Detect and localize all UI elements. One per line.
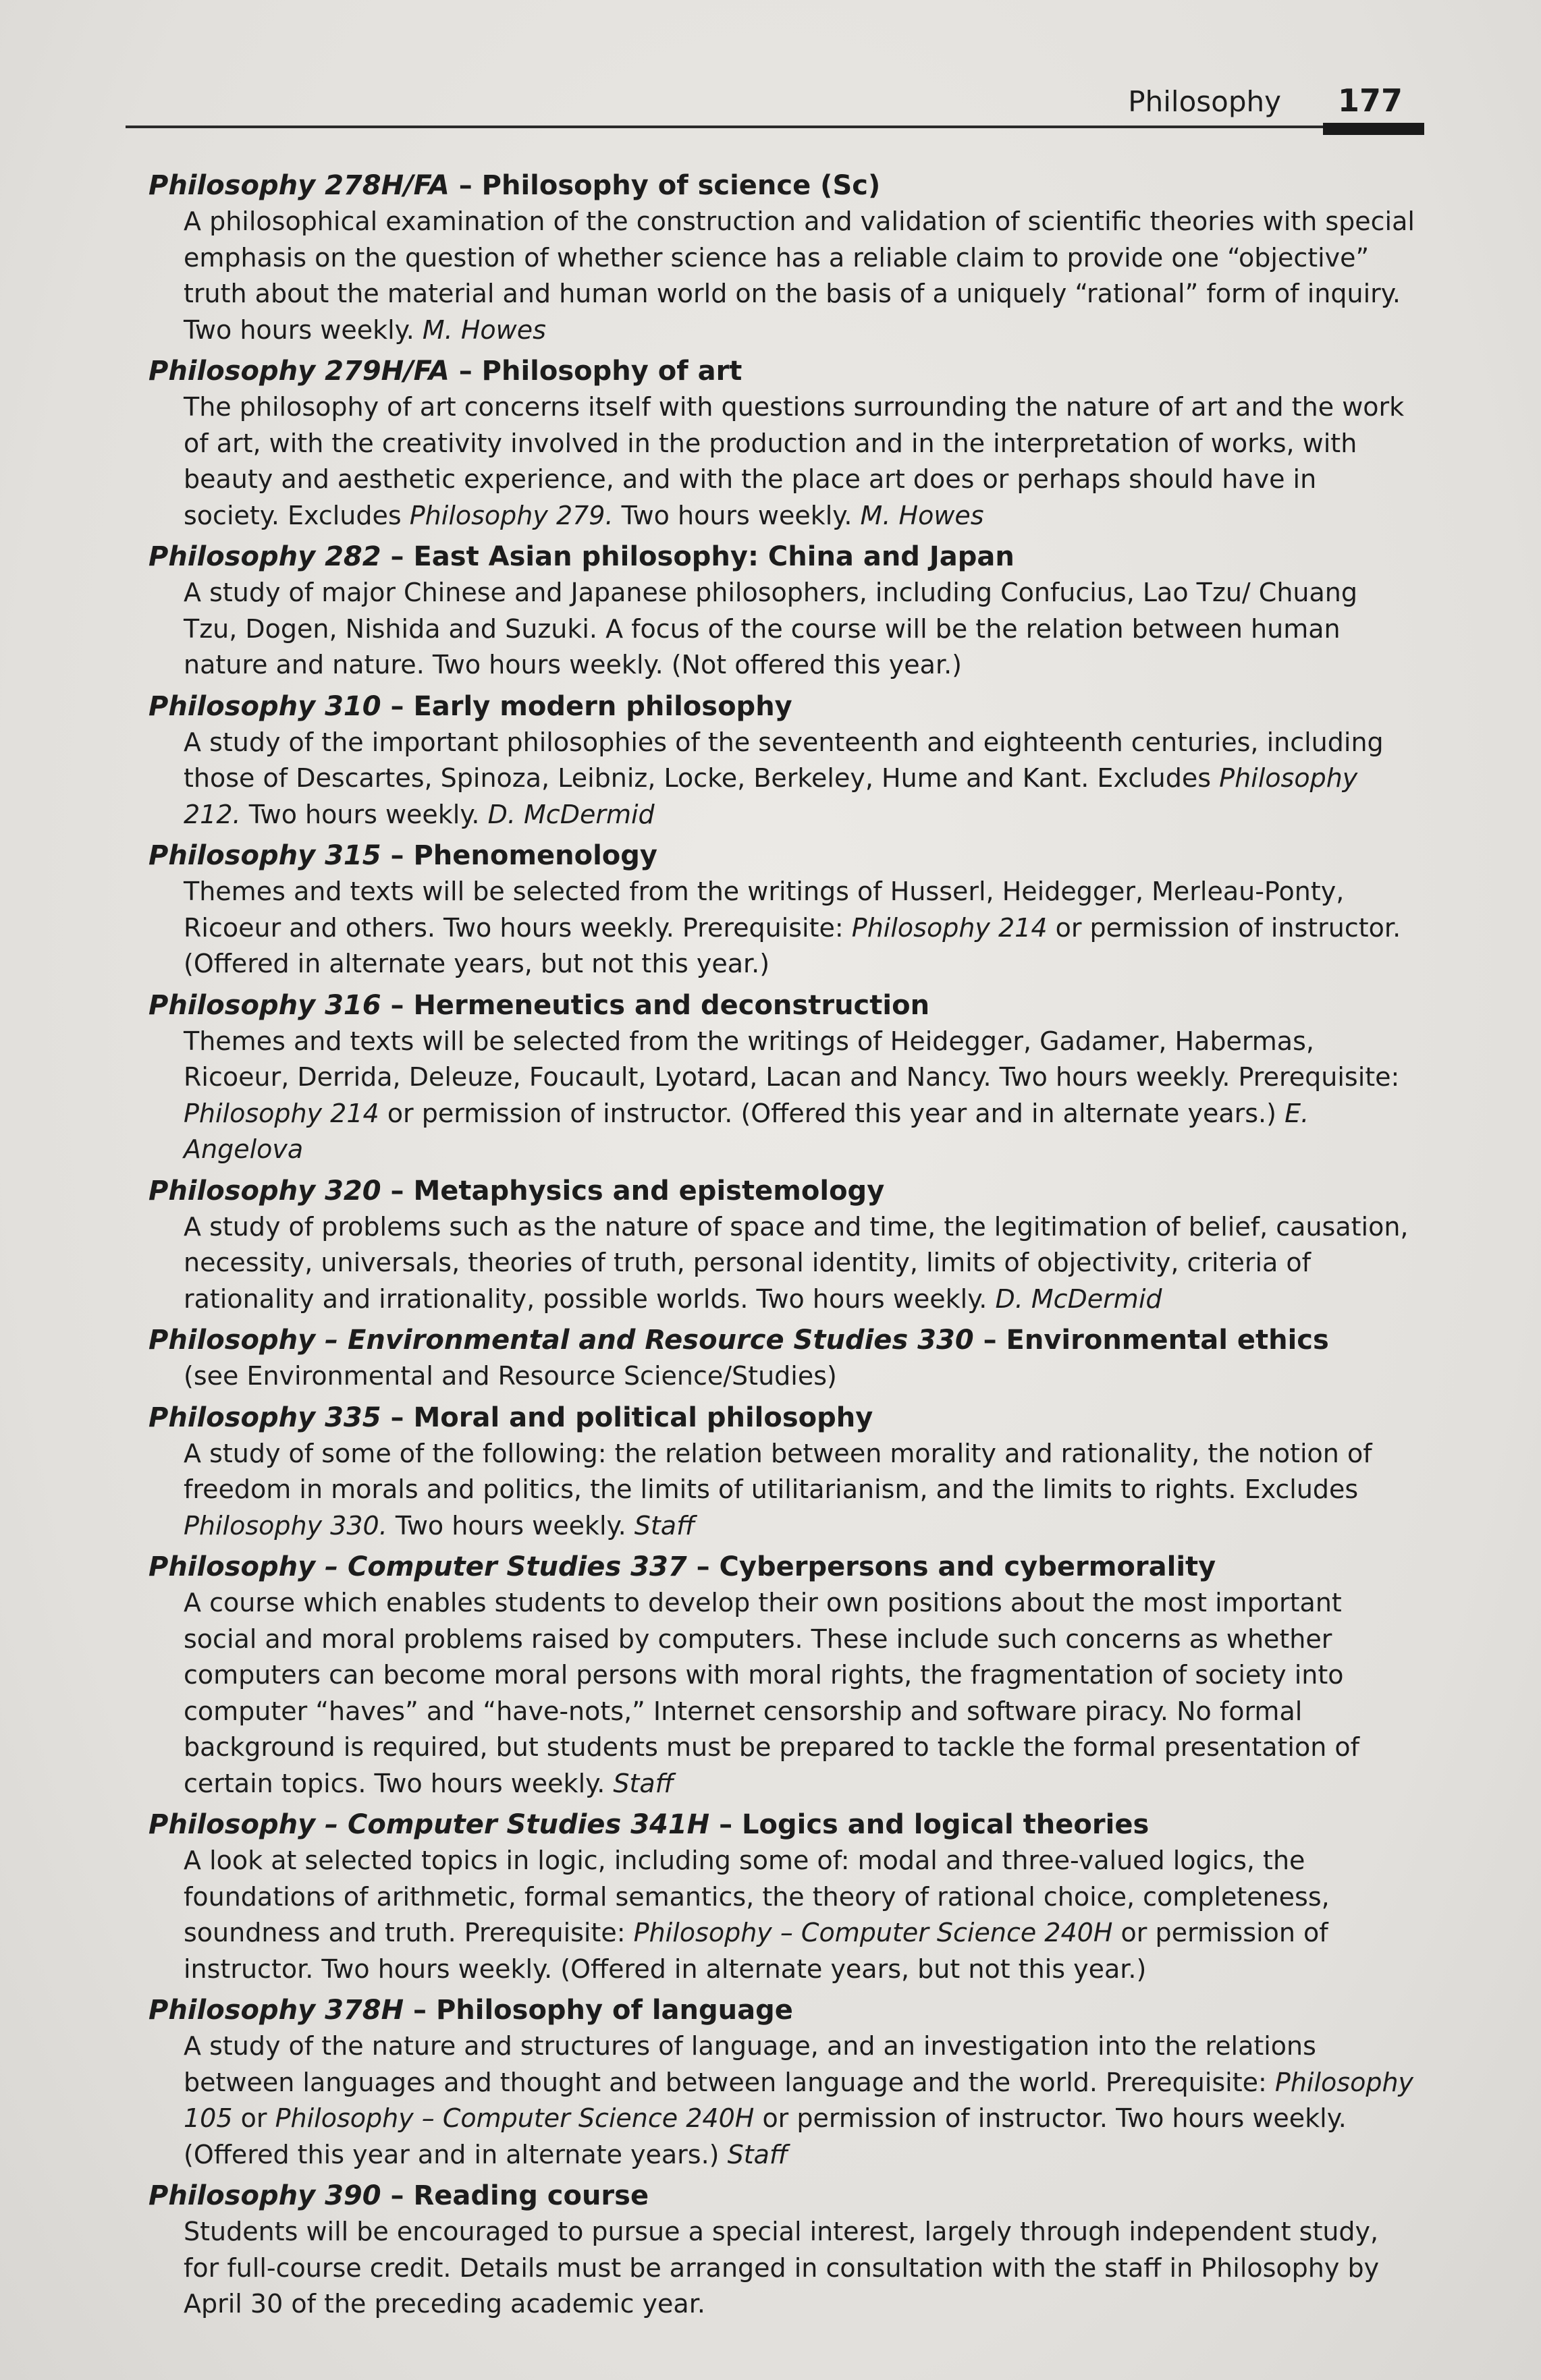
course-entry xyxy=(148,1806,1417,1987)
course-description xyxy=(184,1209,1417,1318)
course-heading: Philosophy 310 – Early modern philosophy xyxy=(148,690,792,722)
course-description xyxy=(184,1358,1417,1395)
course-code: Philosophy 310 xyxy=(148,690,381,722)
course-title: Hermeneutics and deconstruction xyxy=(413,989,930,1021)
instructor: Staff xyxy=(634,1510,695,1541)
course-entry xyxy=(148,688,1417,833)
description-text: A course which enables students to develop their own positions about the most important social and moral problems raised by computers. These include such concerns as whether computers can become moral persons with moral rights, the fragmentation of society into computer “haves” and “have-nots,” Internet censorship and software piracy. No formal background is required, but students must be prepared to tackle the formal presentation of certain topics. Two hours weekly. xyxy=(184,1588,1360,1798)
course-entry xyxy=(148,1400,1417,1545)
description-end: Two hours weekly. xyxy=(395,1510,626,1541)
course-heading: Philosophy 390 – Reading course xyxy=(148,2180,649,2211)
description-end: Two hours weekly. xyxy=(621,500,853,530)
course-code-prefix: Philosophy xyxy=(148,1809,316,1840)
prerequisite: Philosophy 105 xyxy=(184,2067,1414,2133)
exclusion: Philosophy 212. xyxy=(184,763,1358,829)
description-text: A study of problems such as the nature of space and time, the legitimation of belief, causation, necessity, universals, theories of truth, personal identity, limits of objectivity, criteria of rationality and irrationality, possible worlds. Two hours weekly. xyxy=(184,1211,1409,1314)
page-header xyxy=(126,76,1424,143)
course-title: Philosophy of language xyxy=(435,1995,793,2026)
course-code: Philosophy 278H/FA xyxy=(148,170,450,201)
course-code: Philosophy 316 xyxy=(148,989,381,1021)
course-heading: Philosophy 335 – Moral and political philosophy xyxy=(148,1402,873,1433)
course-description xyxy=(184,204,1417,348)
course-heading: Philosophy 282 – East Asian philosophy: China and Japan xyxy=(148,541,1015,572)
description-mid: or xyxy=(240,2103,267,2133)
description-text: Students will be encouraged to pursue a special interest, largely through independent study, for full-course credit. Details must be arranged in consultation with the staff in Philosophy by April 30 of the preceding academic year. xyxy=(184,2217,1380,2319)
instructor: M. Howes xyxy=(422,314,546,345)
header-rule xyxy=(126,126,1424,128)
instructor: D. McDermid xyxy=(995,1283,1162,1314)
description-end: or permission of instructor. Two hours weekly. (Offered in alternate years, but not this year.) xyxy=(184,1918,1328,1984)
course-heading: Philosophy 278H/FA – Philosophy of science (Sc) xyxy=(148,170,881,201)
course-code: Environmental and Resource Studies 330 xyxy=(348,1325,974,1356)
course-code: Philosophy 320 xyxy=(148,1175,381,1207)
instructor: Staff xyxy=(613,1768,674,1798)
course-entry xyxy=(148,1322,1417,1395)
description-text: A look at selected topics in logic, including some of: modal and three-valued logics, the foundations of arithmetic, formal semantics, the theory of rational choice, completeness, soundness and truth. Prerequisite: xyxy=(184,1846,1330,1947)
course-code: Philosophy 315 xyxy=(148,840,381,871)
course-title: Environmental ethics xyxy=(1006,1325,1329,1356)
course-code: Philosophy 390 xyxy=(148,2180,381,2211)
course-entry xyxy=(148,987,1417,1168)
prerequisite-2: Philosophy – Computer Science 240H xyxy=(275,2103,755,2133)
course-description xyxy=(184,1585,1417,1802)
description-text: Themes and texts will be selected from the writings of Heidegger, Gadamer, Habermas, Ricoeur, Derrida, Deleuze, Foucault, Lyotard, Lacan and Nancy. Two hours weekly. Prerequisite: xyxy=(184,1026,1400,1092)
course-title: Early modern philosophy xyxy=(413,690,792,722)
course-code: Philosophy 335 xyxy=(148,1402,381,1433)
course-heading: Philosophy – Computer Studies 341H – Logics and logical theories xyxy=(148,1809,1150,1840)
course-heading: Philosophy 316 – Hermeneutics and deconstruction xyxy=(148,989,930,1021)
course-entry xyxy=(148,1173,1417,1318)
course-description xyxy=(184,2214,1417,2323)
course-description xyxy=(184,1436,1417,1545)
prerequisite: Philosophy 214 xyxy=(851,912,1048,943)
course-title: Cyberpersons and cybermorality xyxy=(719,1551,1216,1582)
description-text: Themes and texts will be selected from the writings of Husserl, Heidegger, Merleau-Ponty, Ricoeur and others. Two hours weekly. Prerequisite: xyxy=(184,877,1345,943)
course-heading: Philosophy 279H/FA – Philosophy of art xyxy=(148,356,742,387)
description-text: A study of the nature and structures of language, and an investigation into the relations between languages and thought and between language and the world. Prerequisite: xyxy=(184,2031,1316,2097)
description-text: A study of some of the following: the relation between morality and rationality, the notion of freedom in morals and politics, the limits of utilitarianism, and the limits to rights. Excludes xyxy=(184,1438,1372,1504)
prerequisite: Philosophy 214 xyxy=(184,1098,379,1128)
course-title: East Asian philosophy: China and Japan xyxy=(413,541,1015,572)
instructor: E. Angelova xyxy=(184,1098,1309,1164)
course-code: Philosophy 279H/FA xyxy=(148,356,450,387)
description-end: or permission of instructor. Two hours weekly. (Offered this year and in alternate years.) xyxy=(184,2103,1347,2169)
course-description xyxy=(184,2028,1417,2173)
page-number: 177 xyxy=(1337,82,1403,119)
course-title: Reading course xyxy=(413,2180,649,2211)
prerequisite: Philosophy – Computer Science 240H xyxy=(633,1918,1113,1947)
course-title: Logics and logical theories xyxy=(742,1809,1150,1840)
description-text: A study of major Chinese and Japanese philosophers, including Confucius, Lao Tzu/ Chuang Tzu, Dogen, Nishida and Suzuki. A focus of the course will be the relation between human nature and nature. Two hours weekly. (Not offered this year.) xyxy=(184,578,1357,680)
description-text: A study of the important philosophies of the seventeenth and eighteenth centuries, including those of Descartes, Spinoza, Leibniz, Locke, Berkeley, Hume and Kant. Excludes xyxy=(184,727,1384,793)
course-list xyxy=(148,167,1417,2327)
course-code: Philosophy 282 xyxy=(148,541,381,572)
course-title: Philosophy of science (Sc) xyxy=(481,170,881,201)
course-description xyxy=(184,874,1417,983)
course-code-prefix: Philosophy xyxy=(148,1325,316,1356)
course-heading: Philosophy 320 – Metaphysics and epistemology xyxy=(148,1175,885,1207)
course-heading: Philosophy 315 – Phenomenology xyxy=(148,840,657,871)
description-text: A philosophical examination of the construction and validation of scientific theories with special emphasis on the question of whether science has a reliable claim to provide one “objective” truth about the material and human world on the basis of a uniquely “rational” form of inquiry. Two hours weekly. xyxy=(184,206,1415,345)
course-entry xyxy=(148,1992,1417,2173)
course-entry xyxy=(148,837,1417,983)
description-end: or permission of instructor. (Offered in alternate years, but not this year.) xyxy=(184,912,1401,978)
course-title: Moral and political philosophy xyxy=(413,1402,873,1433)
course-code: Computer Studies 341H xyxy=(348,1809,710,1840)
header-rule-bar xyxy=(1323,123,1424,135)
instructor: D. McDermid xyxy=(487,799,655,829)
course-description xyxy=(184,725,1417,833)
description-end: or permission of instructor. (Offered this year and in alternate years.) xyxy=(387,1098,1276,1128)
instructor: Staff xyxy=(727,2139,788,2169)
exclusion: Philosophy 279. xyxy=(409,500,614,530)
course-title: Metaphysics and epistemology xyxy=(413,1175,885,1207)
course-heading: Philosophy 378H – Philosophy of language xyxy=(148,1995,793,2026)
course-entry xyxy=(148,538,1417,684)
course-description xyxy=(184,389,1417,534)
description-text: (see Environmental and Resource Science/Studies) xyxy=(184,1361,837,1391)
course-title: Phenomenology xyxy=(413,840,657,871)
description-end: Two hours weekly. xyxy=(248,799,480,829)
course-entry xyxy=(148,167,1417,348)
course-code: Philosophy 378H xyxy=(148,1995,404,2026)
description-text: The philosophy of art concerns itself with questions surrounding the nature of art and the work of art, with the creativity involved in the production and in the interpretation of works, with beauty and aesthetic experience, and with the place art does or perhaps should have in society. Excludes xyxy=(184,392,1405,530)
running-head: Philosophy xyxy=(1128,85,1281,118)
exclusion: Philosophy 330. xyxy=(184,1510,387,1541)
course-entry xyxy=(148,353,1417,534)
course-heading: Philosophy – Computer Studies 337 – Cyberpersons and cybermorality xyxy=(148,1551,1216,1582)
course-entry xyxy=(148,2178,1417,2323)
course-description xyxy=(184,1024,1417,1168)
course-code-prefix: Philosophy xyxy=(148,1551,316,1582)
course-description xyxy=(184,575,1417,684)
course-title: Philosophy of art xyxy=(481,356,742,387)
course-description xyxy=(184,1843,1417,1987)
instructor: M. Howes xyxy=(860,500,984,530)
course-entry xyxy=(148,1549,1417,1802)
course-heading: Philosophy – Environmental and Resource Studies 330 – Environmental ethics xyxy=(148,1325,1329,1356)
course-code: Computer Studies 337 xyxy=(348,1551,687,1582)
